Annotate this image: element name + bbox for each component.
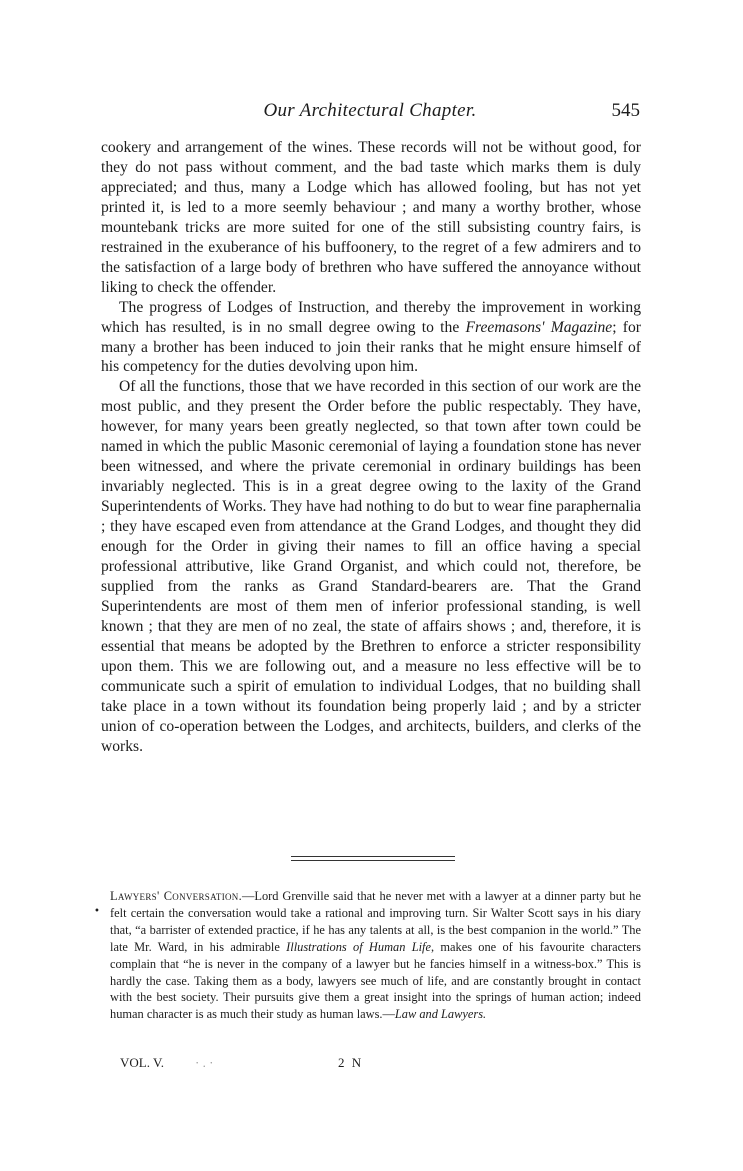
footnote-text-a: —Lord Grenville said that he never met with a lawyer at a dinner party but he felt certain the conversation would take a rational and improving turn. Sir Walter Scott says in his diary that, “a barrister of extended practice, if he has any talents at all, is the best companion in the world.” The late Mr. Ward, in his admirable bbox=[110, 889, 641, 954]
section-divider-bottom bbox=[291, 860, 455, 861]
page-header bbox=[100, 100, 640, 124]
footnote-book-title: Illustrations of Human Life bbox=[286, 939, 431, 954]
footnote-title: Lawyers' Conversation. bbox=[110, 889, 242, 903]
footnote-text-b: , makes one of his favourite characters complain that “he is never in the company of a lawyer but he fancies himself in a witness-box.” This is hardly the case. Taking them as a body, lawyers see much of life, and are constantly brought in contact with the best society. Their pursuits give them a great insight into the springs of human action; indeed human character is as much their study as human laws.— bbox=[110, 939, 642, 1022]
margin-bullet-mark: • bbox=[94, 906, 100, 917]
paragraph-1: cookery and arrangement of the wines. These records will not be without good, for they do not pass without comment, and the bad taste which marks them is duly appreciated; and thus, many a Lodge which has allowed fooling, but has not yet printed it, is led to a more seemly behaviour ; and many a worthy brother, whose mountebank tricks are more suited for one of the still subsisting country fairs, is restrained in the exuberance of his buffoonery, to the regret of a few admirers and to the satisfaction of a large body of brethren who have suffered the annoyance without liking to check the offender. bbox=[101, 139, 641, 296]
paragraph-2 bbox=[101, 298, 641, 378]
main-text bbox=[101, 138, 641, 757]
page-number: 545 bbox=[611, 100, 640, 121]
section-divider-top bbox=[291, 856, 455, 857]
footnote bbox=[110, 888, 641, 1023]
paragraph-3: Of all the functions, those that we have recorded in this section of our work are the most public, and they present the Order before the public respectably. They have, however, for many years been greatly neglected, so that town after town could be named in which the public Masonic ceremonial of laying a foundation stone has never been witnessed, and where the private ceremonial in ordinary buildings has been invariably neglected. This is in a great degree owing to the laxity of the Grand Superintendents of Works. They have had nothing to do but to wear fine paraphernalia ; they have escaped even from attendance at the Grand Lodges, and thought they did enough for the Order in giving their names to fill an office having a special professional attributive, like Grand Organist, and which could not, therefore, be supplied from the ranks as Grand Standard-bearers are. That the Grand Superintendents are most of them men of inferior professional standing, is well known ; that they are men of no zeal, the state of affairs shows ; and, therefore, it is essential that means be adopted by the Brethren to enforce a stricter responsibility upon them. This we are following out, and a measure no less effective will be to communicate such a spirit of emulation to individual Lodges, that no building shall take place in a town without its foundation being properly laid ; and by a stricter union of co-operation between the Lodges, and architects, builders, and clerks of the works. bbox=[101, 378, 641, 755]
paragraph-2-text-a: The progress of Lodges of Instruction, and thereby the improvement in working which has resulted, is in no small degree owing to the bbox=[101, 298, 641, 336]
magazine-title: Freemasons' Magazine bbox=[465, 318, 613, 336]
footnote-source: Law and Lawyers. bbox=[394, 1007, 487, 1022]
paragraph-2-text-b: ; for many a brother has been induced to join their ranks that he might ensure himself of his competency for the duties devolving upon him. bbox=[101, 318, 641, 376]
volume-mark: VOL. V. bbox=[120, 1055, 164, 1070]
signature-dots: · . · bbox=[195, 1055, 214, 1070]
signature-mark: 2 N bbox=[338, 1055, 364, 1070]
running-title: Our Architectural Chapter. bbox=[263, 100, 477, 121]
